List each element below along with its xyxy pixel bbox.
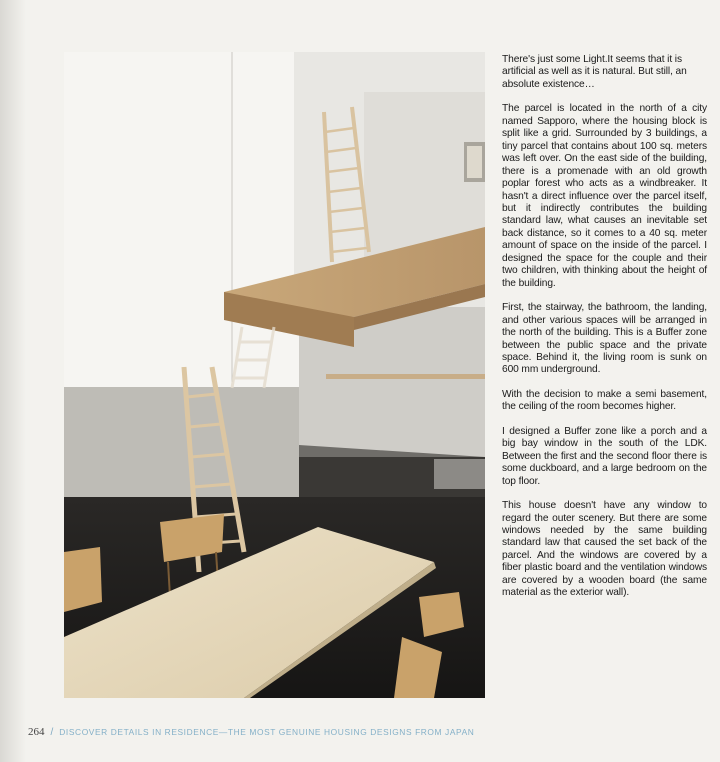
running-title: DISCOVER DETAILS IN RESIDENCE—THE MOST GENUINE HOUSING DESIGNS FROM JAPAN — [59, 727, 475, 737]
footer-separator: / — [50, 727, 54, 738]
intro-paragraph: There's just some Light.It seems that it is artificial as well as it is natural. But still, an absolute existence… — [502, 54, 687, 90]
body-paragraph-5: This house doesn't have any window to regard the outer scenery. But there are some windows needed by the same building standard law that caused the set back of the parcel. And the windows are covered by a fiber plastic board and the ventilation windows are covered by a wooden board (the same material as the exterior wall). — [502, 500, 707, 599]
body-paragraph-1: The parcel is located in the north of a city named Sapporo, where the housing block is split like a grid. Surrounded by 3 buildings, a tiny parcel that contains about 100 sq. meters was left over. On the east side of the building, there is a promenade with an old growth poplar forest who acts as a windbreaker. It hasn't a direct influence over the parcel itself, but it indirectly contributes the building standard law, what causes an inevitable set back distance, so it comes to a 40 sq. meter amount of space on the inside of the parcel. I designed the space for the couple and their two children, with thinking about the height of the building. — [502, 103, 707, 289]
page-number: 264 — [28, 726, 45, 738]
body-paragraph-4: I designed a Buffer zone like a porch and a big bay window in the south of the LDK. Between the first and the second floor there is some duckboard, and a large bedroom on the top floor. — [502, 425, 707, 487]
body-paragraph-2: First, the stairway, the bathroom, the landing, and other various spaces will be arranged in the north of the building. This is a Buffer zone between the public space and the private space. Behind it, the living room is sunk on 600 mm underground. — [502, 302, 707, 376]
book-spine-shadow — [0, 0, 26, 762]
page-footer — [28, 726, 708, 742]
interior-photo — [64, 52, 485, 698]
body-paragraph-3: With the decision to make a semi basement, the ceiling of the room becomes higher. — [502, 388, 707, 413]
article-body — [502, 54, 707, 612]
